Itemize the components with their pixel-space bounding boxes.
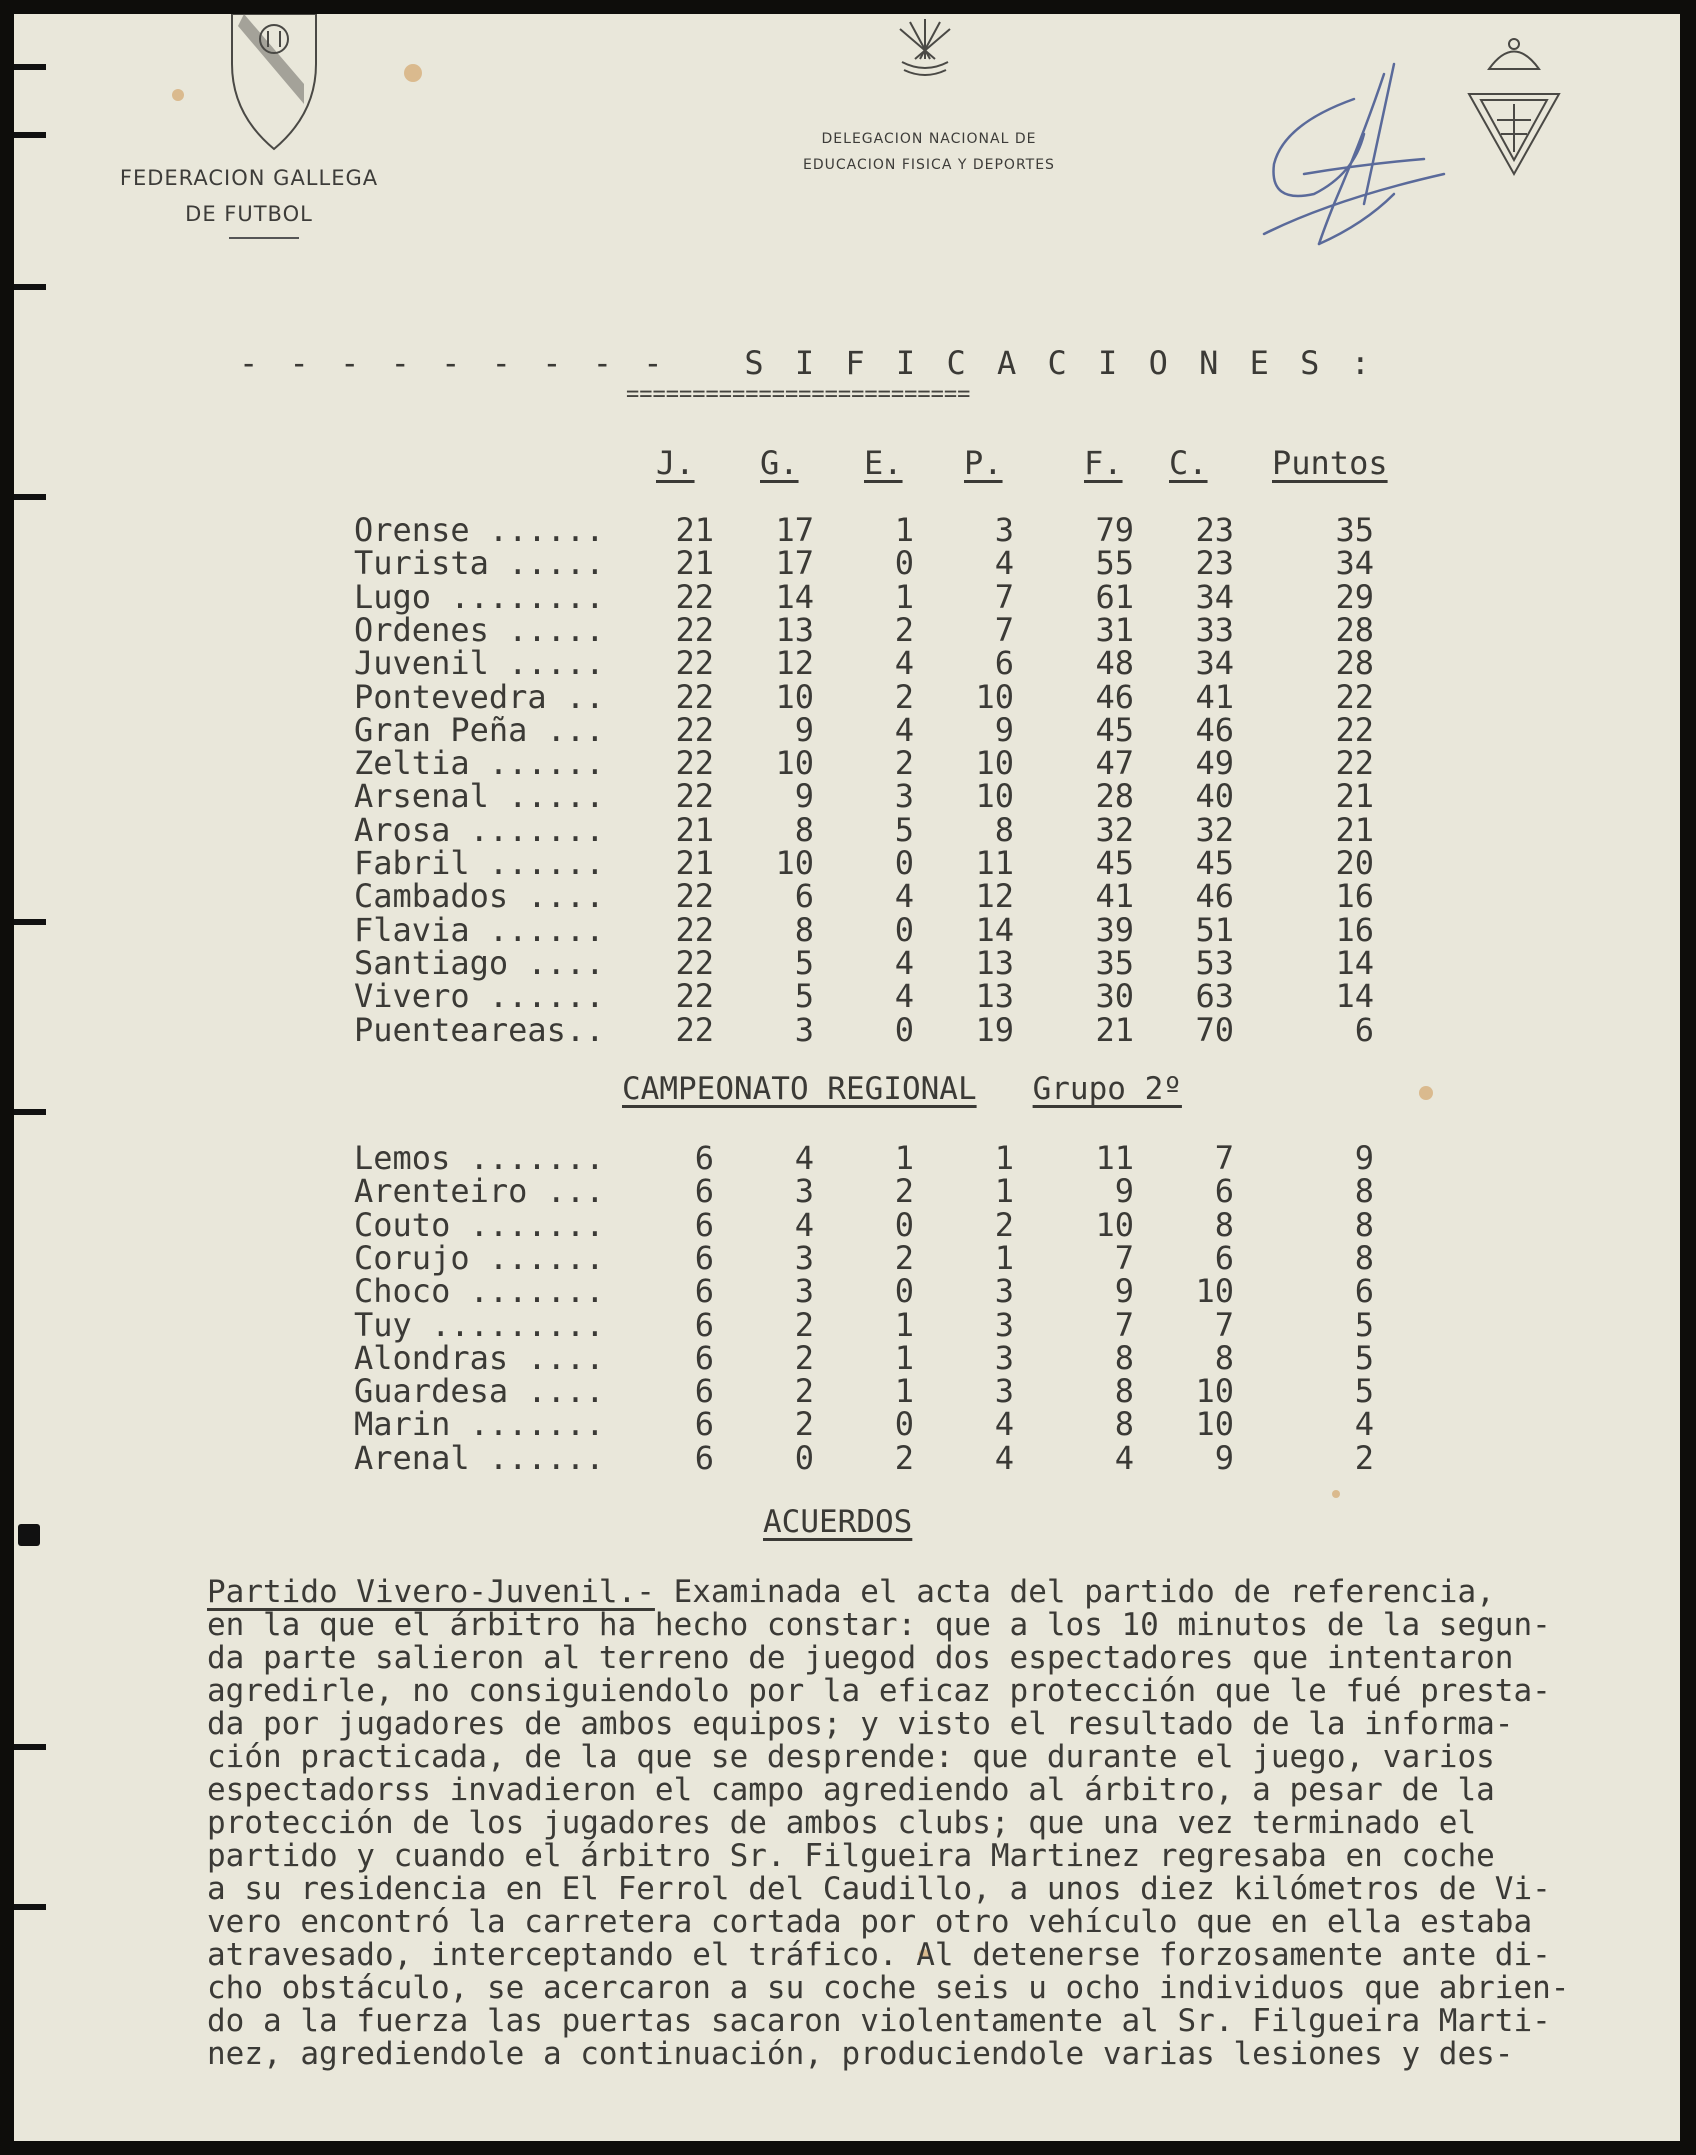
table-row	[354, 644, 1554, 683]
table-cell: 14	[1335, 943, 1374, 982]
agreement-line: do a la fuerza las puertas sacaron violentamente al Sr. Filgueira Marti-	[207, 2003, 1551, 2039]
table-row	[354, 977, 1554, 1016]
table-cell: 3	[994, 1272, 1014, 1311]
table-cell: 22	[675, 744, 714, 783]
table-cell: 1	[894, 511, 914, 549]
table-cell: 6	[694, 1139, 714, 1177]
team-name: Lugo ........	[354, 577, 605, 616]
agreement-line: espectadorss invadieron el campo agrediendo al árbitro, a pesar de la	[207, 1772, 1495, 1808]
table-cell: 33	[1195, 610, 1234, 649]
table-cell: 32	[1195, 810, 1234, 849]
agreement-line: en la que el árbitro ha hecho constar: que a los 10 minutos de la segun-	[207, 1607, 1551, 1643]
table-row	[354, 844, 1554, 882]
table-cell: 0	[794, 1438, 814, 1477]
agreement-line: da por jugadores de ambos equipos; y visto el resultado de la informa-	[207, 1706, 1514, 1742]
table-cell: 35	[1335, 511, 1374, 549]
team-name: Santiago ....	[354, 943, 605, 982]
table-cell: 3	[894, 777, 914, 816]
table-row	[354, 1405, 1554, 1444]
team-name: Arenteiro ...	[354, 1172, 605, 1211]
agreement-line: protección de los jugadores de ambos clubs; que una vez terminado el	[207, 1805, 1477, 1841]
agreement-line: atravesado, interceptando el tráfico. Al detenerse forzosamente ante di-	[207, 1937, 1551, 1973]
table-cell: 32	[1095, 810, 1134, 849]
agreement-line: cho obstáculo, se acercaron a su coche seis u ocho individuos que abrien-	[207, 1970, 1570, 2006]
table-cell: 2	[994, 1205, 1014, 1244]
table-cell: 21	[1335, 810, 1374, 849]
team-name: Pontevedra ..	[354, 677, 605, 716]
table-cell: 4	[994, 1405, 1014, 1444]
table-cell: 7	[994, 577, 1014, 616]
table-row	[354, 1272, 1554, 1311]
table-cell: 19	[975, 1010, 1014, 1049]
table-cell: 6	[794, 877, 814, 916]
table-cell: 0	[894, 1272, 914, 1311]
table-cell: 13	[775, 610, 814, 649]
table-cell: 28	[1095, 777, 1134, 816]
handwritten-signature	[1244, 54, 1484, 284]
delegation-line2: EDUCACION FISICA Y DEPORTES	[803, 157, 1055, 173]
divider	[229, 237, 299, 239]
delegation-line1: DELEGACION NACIONAL DE	[821, 131, 1037, 147]
table-row	[354, 1139, 1554, 1177]
table-cell: 0	[894, 1405, 914, 1444]
table-cell: 22	[675, 1010, 714, 1049]
table-row	[354, 1172, 1554, 1211]
table-cell: 3	[994, 1372, 1014, 1411]
agreements-heading: ACUERDOS	[763, 1504, 913, 1540]
table-cell: 2	[894, 744, 914, 783]
table-cell: 51	[1195, 910, 1234, 949]
group2-heading-b: Grupo 2º	[1032, 1071, 1182, 1107]
agreement-paragraph	[207, 1576, 1680, 2071]
binding-mark	[18, 1524, 40, 1546]
table-cell: 7	[1214, 1305, 1234, 1344]
table-cell: 22	[1335, 710, 1374, 749]
table-cell: 61	[1095, 577, 1134, 616]
table-cell: 7	[1114, 1305, 1134, 1344]
table-cell: 46	[1095, 677, 1134, 716]
table-cell: 22	[675, 644, 714, 683]
table-cell: 5	[894, 810, 914, 849]
table-cell: 6	[694, 1338, 714, 1377]
column-header: J.	[656, 444, 695, 482]
team-name: Vivero ......	[354, 977, 605, 1016]
table-cell: 35	[1095, 943, 1134, 982]
table-cell: 7	[1114, 1238, 1134, 1277]
table-cell: 3	[994, 511, 1014, 549]
table-cell: 10	[1095, 1205, 1134, 1244]
table-cell: 10	[975, 677, 1014, 716]
federation-crest-icon	[224, 14, 324, 154]
table-cell: 45	[1095, 710, 1134, 749]
table-row	[354, 1372, 1554, 1411]
table-cell: 21	[675, 544, 714, 583]
table-row	[354, 1438, 1554, 1477]
table-cell: 39	[1095, 910, 1134, 949]
table-cell: 22	[675, 677, 714, 716]
table-cell: 3	[794, 1010, 814, 1049]
table-row	[354, 511, 1554, 549]
table-cell: 22	[675, 977, 714, 1016]
table-cell: 14	[1335, 977, 1374, 1016]
table-cell: 1	[894, 577, 914, 616]
column-header: P.	[964, 444, 1003, 482]
table-cell: 9	[1214, 1438, 1234, 1477]
agreement-line-first: Examinada el acta del partido de referencia,	[654, 1574, 1495, 1610]
table-cell: 9	[1114, 1172, 1134, 1211]
table-cell: 10	[975, 777, 1014, 816]
table-cell: 11	[975, 844, 1014, 882]
table-cell: 28	[1335, 610, 1374, 649]
table-cell: 22	[675, 577, 714, 616]
binding-mark	[14, 284, 46, 290]
table-cell: 20	[1335, 844, 1374, 882]
team-name: Cambados ....	[354, 877, 605, 916]
table-cell: 34	[1195, 644, 1234, 683]
table-cell: 17	[775, 511, 814, 549]
table-cell: 6	[1214, 1172, 1234, 1211]
table-row	[354, 1238, 1554, 1277]
stain	[404, 64, 422, 82]
team-name: Orense ......	[354, 511, 605, 549]
table-cell: 10	[1195, 1372, 1234, 1411]
table-row	[354, 544, 1554, 583]
table-cell: 9	[994, 710, 1014, 749]
table-cell: 0	[894, 910, 914, 949]
table-cell: 7	[994, 610, 1014, 649]
group2-heading-a: CAMPEONATO REGIONAL	[622, 1071, 977, 1107]
table-cell: 1	[994, 1238, 1014, 1277]
table-cell: 2	[894, 1238, 914, 1277]
table-cell: 4	[794, 1205, 814, 1244]
federation-name-line1: FEDERACION GALLEGA	[119, 166, 379, 190]
table-cell: 10	[775, 844, 814, 882]
table-cell: 14	[975, 910, 1014, 949]
table-cell: 2	[794, 1338, 814, 1377]
table-cell: 0	[894, 544, 914, 583]
agreement-line: agredirle, no consiguiendolo por la eficaz protección que le fué presta-	[207, 1673, 1551, 1709]
binding-mark	[14, 919, 46, 925]
table-cell: 21	[675, 844, 714, 882]
table-cell: 21	[675, 810, 714, 849]
table-cell: 3	[794, 1172, 814, 1211]
table-cell: 11	[1095, 1139, 1134, 1177]
agreement-line: da parte salieron al terreno de juegod dos espectadores que intentaron	[207, 1640, 1514, 1676]
table-cell: 55	[1095, 544, 1134, 583]
team-name: Arenal ......	[354, 1438, 605, 1477]
table-cell: 48	[1095, 644, 1134, 683]
table-cell: 29	[1335, 577, 1374, 616]
table-cell: 49	[1195, 744, 1234, 783]
team-name: Corujo ......	[354, 1238, 605, 1277]
column-header: C.	[1169, 444, 1208, 482]
table-cell: 6	[694, 1305, 714, 1344]
table-cell: 10	[775, 744, 814, 783]
table-cell: 46	[1195, 710, 1234, 749]
table-cell: 22	[1335, 744, 1374, 783]
table-cell: 5	[1354, 1372, 1374, 1411]
delegation-name	[774, 126, 1084, 178]
table-cell: 6	[694, 1272, 714, 1311]
table-cell: 7	[1214, 1139, 1234, 1177]
table-cell: 4	[994, 544, 1014, 583]
table-cell: 1	[994, 1172, 1014, 1211]
table-cell: 2	[794, 1405, 814, 1444]
table-cell: 3	[994, 1305, 1014, 1344]
table-cell: 8	[1354, 1205, 1374, 1244]
team-name: Alondras ....	[354, 1338, 605, 1377]
table-cell: 8	[994, 810, 1014, 849]
table-cell: 2	[894, 1438, 914, 1477]
table-cell: 47	[1095, 744, 1134, 783]
binding-mark	[14, 1109, 46, 1115]
table-cell: 5	[794, 943, 814, 982]
table-cell: 8	[1354, 1172, 1374, 1211]
agreement-line: partido y cuando el árbitro Sr. Filgueira Martinez regresaba en coche	[207, 1838, 1495, 1874]
binding-mark	[14, 64, 46, 70]
table-cell: 23	[1195, 544, 1234, 583]
table-row	[354, 810, 1554, 849]
table-cell: 70	[1195, 1010, 1234, 1049]
table-cell: 22	[1335, 677, 1374, 716]
team-name: Gran Peña ...	[354, 710, 605, 749]
stain	[1332, 1490, 1340, 1498]
table-cell: 10	[1195, 1405, 1234, 1444]
table-cell: 8	[794, 910, 814, 949]
table-cell: 8	[1114, 1372, 1134, 1411]
table-cell: 2	[894, 677, 914, 716]
table-cell: 41	[1095, 877, 1134, 916]
agreement-line: vero encontró la carretera cortada por otro vehículo que en ella estaba	[207, 1904, 1533, 1940]
team-name: Juvenil .....	[354, 644, 605, 683]
table-cell: 0	[894, 1010, 914, 1049]
table-cell: 21	[675, 511, 714, 549]
table-cell: 1	[894, 1338, 914, 1377]
table-cell: 21	[1335, 777, 1374, 816]
table-row	[354, 744, 1554, 783]
table-cell: 16	[1335, 910, 1374, 949]
spanish-federation-crest-icon	[1459, 24, 1569, 189]
table-cell: 6	[694, 1372, 714, 1411]
table-cell: 22	[675, 910, 714, 949]
table-cell: 4	[994, 1438, 1014, 1477]
agreement-line: nez, agrediendole a continuación, produciendole varias lesiones y des-	[207, 2036, 1514, 2072]
table-cell: 45	[1095, 844, 1134, 882]
agreement-line: a su residencia en El Ferrol del Caudillo, a unos diez kilómetros de Vi-	[207, 1871, 1551, 1907]
stain	[172, 89, 184, 101]
table-cell: 41	[1195, 677, 1234, 716]
table-cell: 22	[675, 877, 714, 916]
table-cell: 6	[694, 1205, 714, 1244]
table-cell: 30	[1095, 977, 1134, 1016]
table-cell: 34	[1195, 577, 1234, 616]
page-title: - - - - - - - - - S I F I C A C I O N E S :	[239, 344, 1376, 382]
agreement-line: ción practicada, de la que se desprende: que durante el juego, varios	[207, 1739, 1495, 1775]
table-cell: 9	[1114, 1272, 1134, 1311]
column-header: F.	[1084, 444, 1123, 482]
binding-mark	[14, 1744, 46, 1750]
column-header: G.	[760, 444, 799, 482]
table-cell: 0	[894, 1205, 914, 1244]
table-cell: 13	[975, 977, 1014, 1016]
table-cell: 4	[894, 943, 914, 982]
table-cell: 53	[1195, 943, 1234, 982]
table-cell: 34	[1335, 544, 1374, 583]
table-row	[354, 677, 1554, 716]
team-name: Lemos .......	[354, 1139, 605, 1177]
section-heading	[622, 1071, 1182, 1107]
table-row	[354, 877, 1554, 916]
table-cell: 23	[1195, 511, 1234, 549]
team-name: Turista .....	[354, 544, 605, 583]
table-row	[354, 1305, 1554, 1344]
table-cell: 6	[1354, 1010, 1374, 1049]
table-cell: 4	[1354, 1405, 1374, 1444]
column-header: Puntos	[1272, 444, 1388, 482]
table-cell: 8	[1214, 1205, 1234, 1244]
team-name: Fabril ......	[354, 844, 605, 882]
table-cell: 9	[794, 710, 814, 749]
table-row	[354, 777, 1554, 816]
table-cell: 4	[794, 1139, 814, 1177]
table-row	[354, 1010, 1554, 1049]
table-cell: 5	[1354, 1338, 1374, 1377]
table-cell: 8	[1114, 1338, 1134, 1377]
table-cell: 2	[1354, 1438, 1374, 1477]
table-cell: 46	[1195, 877, 1234, 916]
table-cell: 6	[694, 1438, 714, 1477]
table-cell: 4	[894, 644, 914, 683]
table-cell: 8	[1214, 1338, 1234, 1377]
table-row	[354, 710, 1554, 749]
table-row	[354, 610, 1554, 649]
table-cell: 6	[694, 1405, 714, 1444]
document-page	[14, 14, 1680, 2141]
team-name: Zeltia ......	[354, 744, 605, 783]
table-row	[354, 910, 1554, 949]
column-header: E.	[864, 444, 903, 482]
table-cell: 31	[1095, 610, 1134, 649]
table-cell: 1	[894, 1372, 914, 1411]
table-cell: 17	[775, 544, 814, 583]
table-cell: 22	[675, 710, 714, 749]
table-cell: 0	[894, 844, 914, 882]
table-cell: 21	[1095, 1010, 1134, 1049]
table-row	[354, 1338, 1554, 1377]
table-cell: 5	[794, 977, 814, 1016]
team-name: Tuy .........	[354, 1305, 605, 1344]
table-cell: 22	[675, 777, 714, 816]
team-name: Choco .......	[354, 1272, 605, 1311]
table-cell: 9	[794, 777, 814, 816]
team-name: Guardesa ....	[354, 1372, 605, 1411]
table-cell: 63	[1195, 977, 1234, 1016]
table-cell: 4	[1114, 1438, 1134, 1477]
team-name: Flavia ......	[354, 910, 605, 949]
table-cell: 12	[775, 644, 814, 683]
table-cell: 9	[1354, 1139, 1374, 1177]
table-cell: 79	[1095, 511, 1134, 549]
table-cell: 45	[1195, 844, 1234, 882]
agreement-lead: Partido Vivero-Juvenil.-	[207, 1574, 655, 1610]
title-rule: ==========================	[626, 382, 971, 407]
table-cell: 1	[894, 1139, 914, 1177]
table-cell: 12	[975, 877, 1014, 916]
federation-name	[119, 160, 379, 232]
table-cell: 6	[694, 1238, 714, 1277]
table-cell: 6	[694, 1172, 714, 1211]
table-cell: 3	[794, 1272, 814, 1311]
table-cell: 10	[775, 677, 814, 716]
table-cell: 8	[794, 810, 814, 849]
team-name: Ordenes .....	[354, 610, 605, 649]
table-cell: 4	[894, 977, 914, 1016]
table-cell: 8	[1354, 1238, 1374, 1277]
table-cell: 4	[894, 877, 914, 916]
federation-name-line2: DE FUTBOL	[185, 202, 313, 226]
table-cell: 1	[994, 1139, 1014, 1177]
table-cell: 2	[794, 1305, 814, 1344]
table-cell: 10	[975, 744, 1014, 783]
table-row	[354, 943, 1554, 982]
table-cell: 4	[894, 710, 914, 749]
table-cell: 2	[894, 1172, 914, 1211]
table-cell: 3	[994, 1338, 1014, 1377]
table-cell: 40	[1195, 777, 1234, 816]
team-name: Arosa .......	[354, 810, 605, 849]
table-cell: 13	[975, 943, 1014, 982]
agreement-body	[207, 1607, 1569, 2072]
table-cell: 5	[1354, 1305, 1374, 1344]
yoke-arrows-emblem-icon	[890, 14, 960, 84]
table-cell: 6	[1214, 1238, 1234, 1277]
team-name: Arsenal .....	[354, 777, 605, 816]
team-name: Marin .......	[354, 1405, 605, 1444]
table-cell: 8	[1114, 1405, 1134, 1444]
team-name: Puenteareas..	[354, 1010, 605, 1049]
table-cell: 2	[894, 610, 914, 649]
table-cell: 2	[794, 1372, 814, 1411]
table-cell: 3	[794, 1238, 814, 1277]
table-row	[354, 1205, 1554, 1244]
binding-mark	[14, 494, 46, 500]
table-cell: 6	[994, 644, 1014, 683]
team-name: Couto .......	[354, 1205, 605, 1244]
table-cell: 6	[1354, 1272, 1374, 1311]
binding-mark	[14, 1904, 46, 1910]
binding-mark	[14, 132, 46, 138]
table-cell: 22	[675, 610, 714, 649]
table-cell: 14	[775, 577, 814, 616]
table-row	[354, 577, 1554, 616]
table-cell: 16	[1335, 877, 1374, 916]
table-cell: 28	[1335, 644, 1374, 683]
table-cell: 22	[675, 943, 714, 982]
table-cell: 10	[1195, 1272, 1234, 1311]
stain	[1419, 1086, 1433, 1100]
table-cell: 1	[894, 1305, 914, 1344]
